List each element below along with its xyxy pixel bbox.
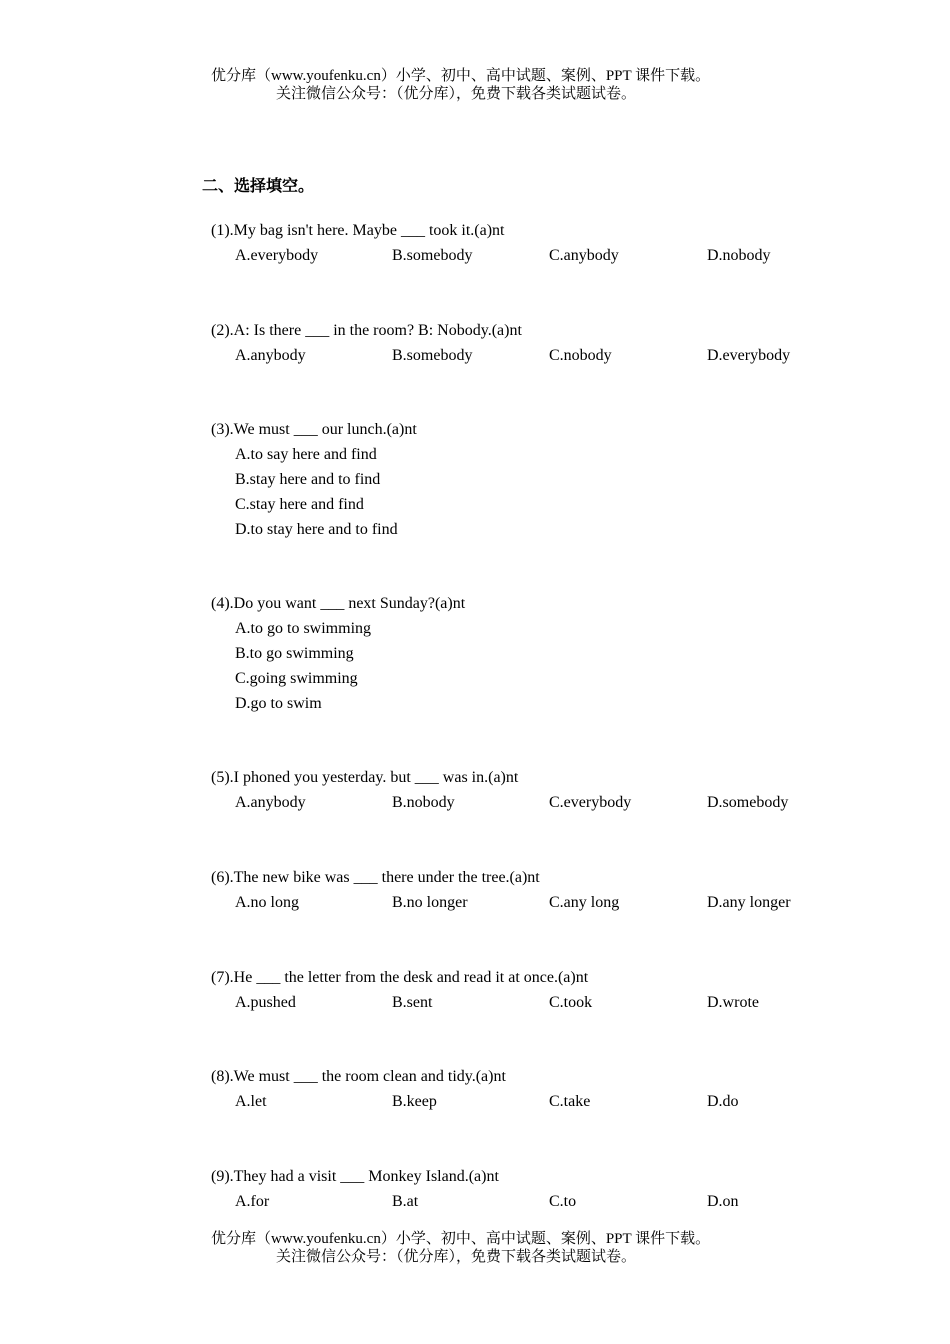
option-c: C.to bbox=[549, 1193, 577, 1210]
question-stem: (2).A: Is there ___ in the room? B: Nobody.(a)nt bbox=[211, 322, 522, 339]
option-b: B.somebody bbox=[392, 247, 473, 264]
question-stem: (1).My bag isn't here. Maybe ___ took it.(a)nt bbox=[211, 222, 505, 239]
option-d: D.somebody bbox=[707, 794, 789, 811]
option-b: B.keep bbox=[392, 1093, 437, 1110]
section-title: 二、选择填空。 bbox=[202, 176, 315, 195]
option-c: C.took bbox=[549, 994, 593, 1011]
option-c: C.anybody bbox=[549, 247, 619, 264]
option-a: A.for bbox=[235, 1193, 270, 1210]
option-a: A.let bbox=[235, 1093, 267, 1110]
option-c: C.going swimming bbox=[235, 670, 358, 687]
option-d: D.to stay here and to find bbox=[235, 521, 398, 538]
option-d: D.on bbox=[707, 1193, 739, 1210]
question-stem: (4).Do you want ___ next Sunday?(a)nt bbox=[211, 595, 466, 612]
option-c: C.stay here and find bbox=[235, 496, 364, 513]
option-d: D.do bbox=[707, 1093, 739, 1110]
option-a: A.no long bbox=[235, 894, 299, 911]
option-d: D.wrote bbox=[707, 994, 759, 1011]
option-a: A.pushed bbox=[235, 994, 296, 1011]
option-d: D.any longer bbox=[707, 894, 791, 911]
header-line-2: 关注微信公众号：（优分库），免费下载各类试题试卷。 bbox=[276, 86, 637, 102]
option-a: A.everybody bbox=[235, 247, 319, 264]
question-stem: (5).I phoned you yesterday. but ___ was in.(a)nt bbox=[211, 769, 519, 786]
option-d: D.nobody bbox=[707, 247, 771, 264]
option-a: A.anybody bbox=[235, 347, 306, 364]
footer-line-2: 关注微信公众号：（优分库），免费下载各类试题试卷。 bbox=[276, 1249, 637, 1265]
option-b: B.to go swimming bbox=[235, 645, 354, 662]
option-a: A.to go to swimming bbox=[235, 620, 372, 637]
option-b: B.sent bbox=[392, 994, 433, 1011]
header-line-1: 优分库（www.youfenku.cn）小学、初中、高中试题、案例、PPT 课件下载。 bbox=[211, 68, 711, 84]
option-c: C.everybody bbox=[549, 794, 632, 811]
option-c: C.nobody bbox=[549, 347, 612, 364]
option-a: A.anybody bbox=[235, 794, 306, 811]
question-stem: (8).We must ___ the room clean and tidy.(a)nt bbox=[211, 1068, 506, 1085]
option-b: B.stay here and to find bbox=[235, 471, 381, 488]
option-b: B.no longer bbox=[392, 894, 468, 911]
question-stem: (9).They had a visit ___ Monkey Island.(a)nt bbox=[211, 1168, 499, 1185]
question-stem: (3).We must ___ our lunch.(a)nt bbox=[211, 421, 417, 438]
option-b: B.at bbox=[392, 1193, 419, 1210]
option-b: B.nobody bbox=[392, 794, 455, 811]
option-c: C.take bbox=[549, 1093, 591, 1110]
question-stem: (6).The new bike was ___ there under the tree.(a)nt bbox=[211, 869, 540, 886]
question-stem: (7).He ___ the letter from the desk and read it at once.(a)nt bbox=[211, 969, 589, 986]
footer-line-1: 优分库（www.youfenku.cn）小学、初中、高中试题、案例、PPT 课件下载。 bbox=[211, 1231, 711, 1247]
option-b: B.somebody bbox=[392, 347, 473, 364]
option-d: D.go to swim bbox=[235, 695, 322, 712]
option-c: C.any long bbox=[549, 894, 620, 911]
option-a: A.to say here and find bbox=[235, 446, 377, 463]
option-d: D.everybody bbox=[707, 347, 791, 364]
